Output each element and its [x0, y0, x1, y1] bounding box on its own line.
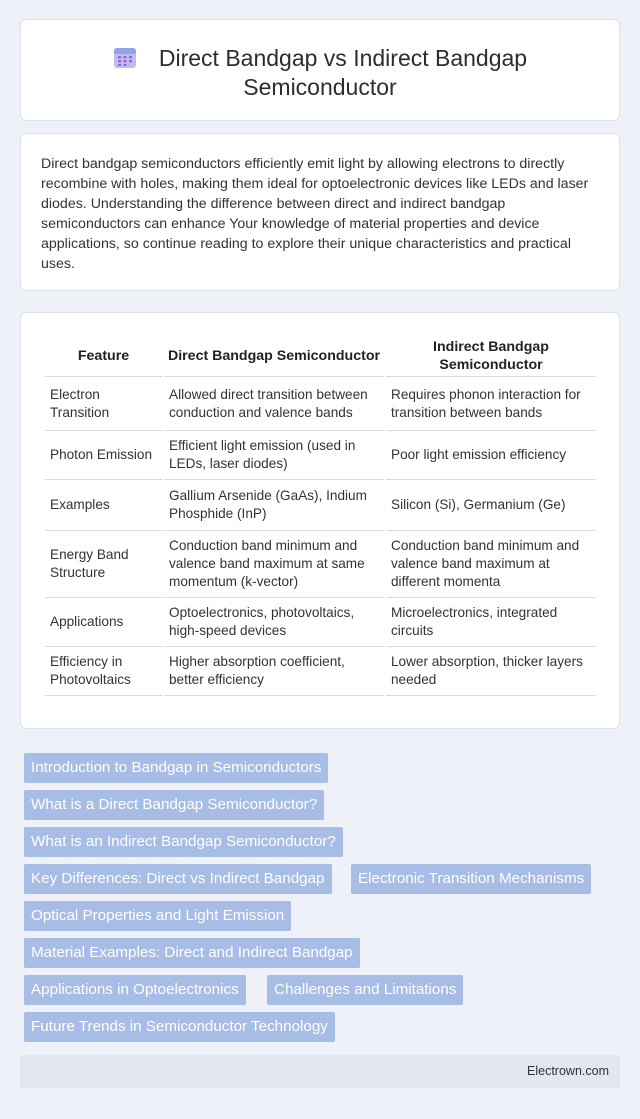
direct-cell: Gallium Arsenide (GaAs), Indium Phosphide (InP)	[164, 480, 384, 531]
table-row	[45, 480, 596, 531]
tag-link[interactable]: What is a Direct Bandgap Semiconductor?	[24, 790, 324, 820]
feature-cell: Electron Transition	[45, 377, 162, 431]
feature-cell: Efficiency in Photovoltaics	[45, 647, 162, 696]
indirect-cell: Lower absorption, thicker layers needed	[386, 647, 596, 696]
intro-card	[20, 133, 620, 291]
direct-cell: Optoelectronics, photovoltaics, high-speed devices	[164, 598, 384, 647]
intro-text: Direct bandgap semiconductors efficiently emit light by allowing electrons to directly recombine with holes, making them ideal for optoelectronic devices like LEDs and laser diodes. Understanding the difference between direct and indirect bandgap semiconductors can enhance Your knowledge of material properties and device applications, so continue reading to explore their unique characteristics and practical uses.	[41, 156, 589, 272]
title-line-1: Direct Bandgap vs Indirect Bandgap	[158, 45, 528, 71]
comparison-table	[43, 335, 598, 696]
header-direct: Direct Bandgap Semiconductor	[164, 335, 384, 377]
header-indirect: Indirect Bandgap Semiconductor	[386, 335, 596, 377]
feature-cell: Energy Band Structure	[45, 531, 162, 598]
tag-link[interactable]: Key Differences: Direct vs Indirect Bandgap	[24, 864, 332, 894]
table-header-row	[45, 335, 596, 377]
table-row	[45, 647, 596, 696]
tag-link[interactable]: Challenges and Limitations	[267, 975, 463, 1005]
footer-site: Electrown.com	[527, 1064, 609, 1078]
direct-cell: Higher absorption coefficient, better efficiency	[164, 647, 384, 696]
comparison-table-card	[20, 312, 620, 729]
tag-link[interactable]: Introduction to Bandgap in Semiconductors	[24, 753, 328, 783]
tag-link[interactable]: Electronic Transition Mechanisms	[351, 864, 591, 894]
header-feature: Feature	[45, 335, 162, 377]
table-row	[45, 531, 596, 598]
tag-link[interactable]: Material Examples: Direct and Indirect Bandgap	[24, 938, 360, 968]
table-row	[45, 431, 596, 480]
tag-link[interactable]: Future Trends in Semiconductor Technology	[24, 1012, 335, 1042]
indirect-cell: Silicon (Si), Germanium (Ge)	[386, 480, 596, 531]
table-row	[45, 598, 596, 647]
feature-cell: Photon Emission	[45, 431, 162, 480]
tag-link[interactable]: What is an Indirect Bandgap Semiconductor?	[24, 827, 343, 857]
calendar-icon	[113, 45, 137, 69]
indirect-cell: Poor light emission efficiency	[386, 431, 596, 480]
direct-cell: Allowed direct transition between conduction and valence bands	[164, 377, 384, 431]
footer	[20, 1055, 620, 1088]
title-line-2: Semiconductor	[243, 74, 397, 100]
table-row	[45, 377, 596, 431]
feature-cell: Examples	[45, 480, 162, 531]
indirect-cell: Microelectronics, integrated circuits	[386, 598, 596, 647]
header-card	[20, 19, 620, 121]
indirect-cell: Conduction band minimum and valence band maximum at different momenta	[386, 531, 596, 598]
direct-cell: Efficient light emission (used in LEDs, laser diodes)	[164, 431, 384, 480]
tag-link[interactable]: Optical Properties and Light Emission	[24, 901, 291, 931]
page-title	[21, 44, 619, 102]
indirect-cell: Requires phonon interaction for transition between bands	[386, 377, 596, 431]
direct-cell: Conduction band minimum and valence band maximum at same momentum (k-vector)	[164, 531, 384, 598]
feature-cell: Applications	[45, 598, 162, 647]
tag-link[interactable]: Applications in Optoelectronics	[24, 975, 246, 1005]
